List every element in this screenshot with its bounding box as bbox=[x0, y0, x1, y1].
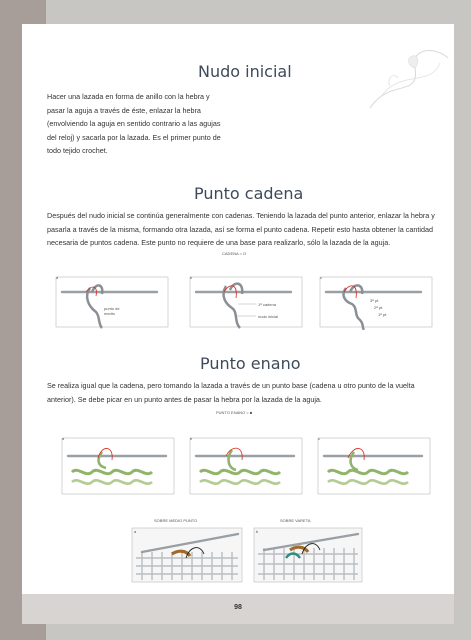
enano-diagram-sobre-vareta bbox=[250, 524, 366, 586]
cadena-diagram-a bbox=[52, 270, 172, 330]
cadena-label-1pt: 1ª pt. bbox=[378, 312, 388, 317]
cadena-diagram-b bbox=[186, 270, 306, 330]
cadena-label-punto-medio: punto de medio bbox=[104, 306, 120, 316]
page-number: 98 bbox=[234, 604, 242, 611]
cadena-label-a: a bbox=[56, 275, 59, 280]
enano-diagram-b bbox=[186, 432, 306, 498]
enano-diagram-a bbox=[58, 432, 178, 498]
page-footer bbox=[22, 594, 454, 624]
enano-label-c: c bbox=[318, 436, 320, 441]
cadena-legend: CADENA = O bbox=[222, 251, 247, 256]
section-title-punto-enano: Punto enano bbox=[200, 354, 301, 373]
enano-diagram-c bbox=[314, 432, 434, 498]
cadena-label-3pt: 3ª pt. bbox=[370, 298, 380, 303]
decorative-swirl-illustration bbox=[360, 38, 452, 118]
punto-enano-text: Se realiza igual que la cadena, pero tomando la lazada a través de un punto base (cadena u otro punto de la vuelta anterior). Se debe picar en un punto antes de pasar la hebra por la lazada de la aguja. bbox=[47, 381, 415, 404]
enano-label-b-2: b bbox=[256, 529, 259, 534]
cadena-label-c: c bbox=[320, 275, 322, 280]
section-title-nudo-inicial: Nudo inicial bbox=[198, 62, 292, 81]
enano-label-a-2: a bbox=[134, 529, 137, 534]
enano-label-a: a bbox=[62, 436, 65, 441]
enano-label-sobre-medio: SOBRE MEDIO PUNTO bbox=[154, 518, 198, 523]
enano-label-sobre-vareta: SOBRE VARETA bbox=[280, 518, 311, 523]
cadena-label-2pt: 2ª pt. bbox=[374, 305, 384, 310]
enano-label-b: b bbox=[190, 436, 193, 441]
punto-cadena-text: Después del nudo inicial se continúa generalmente con cadenas. Teniendo la lazada del punto anterior, enlazar la hebra y pasarla a través de la misma, formando otra lazada, así se forma el punto cadena. Repetir esto hasta obtener la cantidad necesaria de puntos cadena. Este punto no requiere de una base para realizarlo, sólo la lazada de la aguja. bbox=[47, 211, 435, 247]
enano-diagram-sobre-medio-punto bbox=[128, 524, 246, 586]
cadena-label-nudo-inicial: nudo inicial bbox=[258, 314, 279, 319]
cadena-label-primera-cadena: 1ª cadena bbox=[258, 302, 276, 307]
book-page bbox=[22, 24, 454, 594]
enano-legend: PUNTO ENANO = ■ bbox=[216, 410, 253, 415]
cadena-label-b: b bbox=[190, 275, 193, 280]
nudo-inicial-text: Hacer una lazada en forma de anillo con la hebra y pasar la aguja a través de éste, enlazar la hebra (envolviendo la aguja en sentido contrario a las agujas del reloj) y sacarla por la lazada. Es el primer punto de todo tejido crochet. bbox=[47, 92, 221, 155]
section-title-punto-cadena: Punto cadena bbox=[194, 184, 304, 203]
